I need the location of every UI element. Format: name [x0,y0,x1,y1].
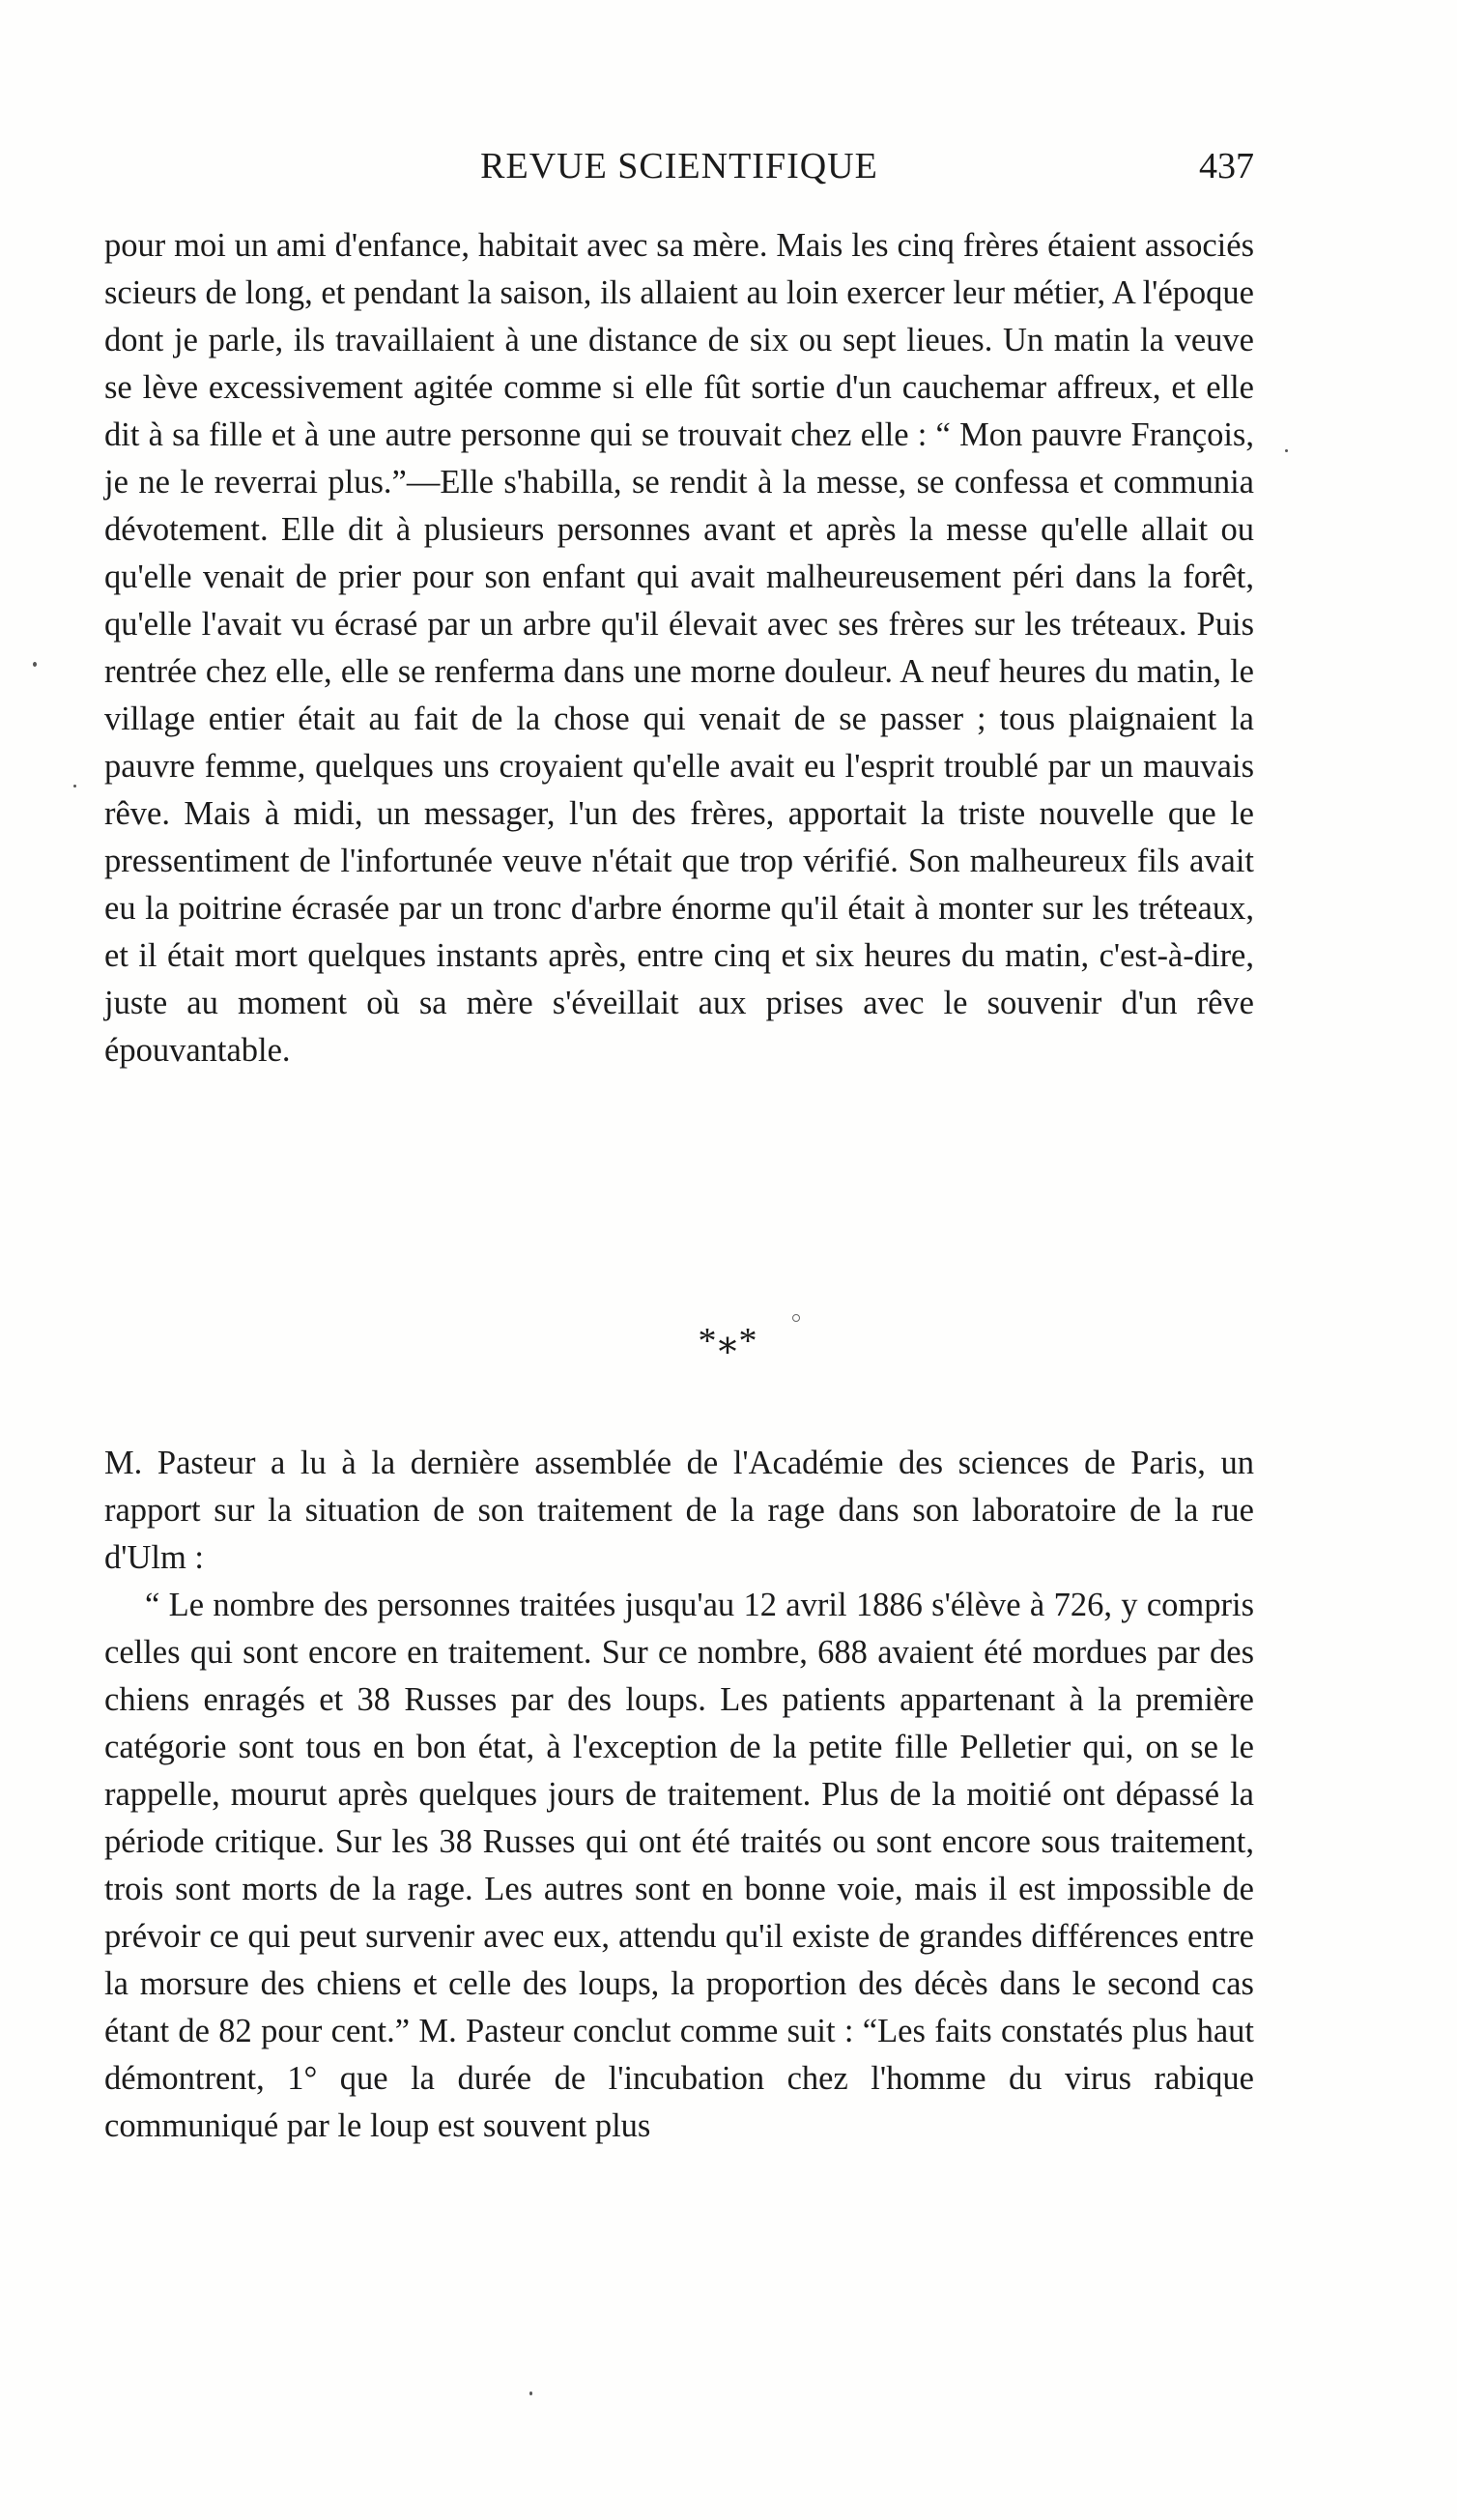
page-number: 437 [1199,146,1254,186]
paragraph-dream-story: pour moi un ami d'enfance, habitait avec sa mère. Mais les cinq frères étaient associés scieurs de long, et pendant la saison, ils allaient au loin exercer leur métier, A l'époque dont je parle, ils travaillaient à une distance de six ou sept lieues. Un matin la veuve se lève excessivement agitée comme si elle fût sortie d'un cauchemar affreux, et elle dit à sa fille et à une autre personne qui se trouvait chez elle : “ Mon pauvre François, je ne le reverrai plus.”—Elle s'habilla, se rendit à la messe, se confessa et communia dévotement. Elle dit à plusieurs personnes avant et après la messe qu'elle allait ou qu'elle venait de prier pour son enfant qui avait malheureusement péri dans la forêt, qu'elle l'avait vu écrasé par un arbre qu'il élevait avec ses frères sur les tréteaux. Puis rentrée chez elle, elle se renferma dans une morne douleur. A neuf heures du matin, le village entier était au fait de la chose qui venait de se passer ; tous plaignaient la pauvre femme, quelques uns croyaient qu'elle avait eu l'esprit troublé par un mauvais rêve. Mais à midi, un messager, l'un des frères, apportait la triste nouvelle que le pressentiment de l'infortunée veuve n'était que trop vérifié. Son malheureux fils avait eu la poitrine écrasée par un tronc d'arbre énorme qu'il était à monter sur les tréteaux, et il était mort quelques instants après, entre cinq et six heures du matin, c'est-à-dire, juste au moment où sa mère s'éveillait aux prises avec le souvenir d'un rêve épouvantable. [104,227,1254,1069]
text-block-bottom [104,1440,1254,2150]
scan-speck [792,1314,800,1322]
scan-speck [1285,449,1288,452]
paragraph-pasteur-report: “ Le nombre des personnes traitées jusqu'au 12 avril 1886 s'élève à 726, y compris celles qui sont encore en traitement. Sur ce nombre, 688 avaient été mordues par des chiens enragés et 38 Russes par des loups. Les patients appartenant à la première catégorie sont tous en bon état, à l'exception de la petite fille Pelletier qui, on se le rappelle, mourut après quelques jours de traitement. Plus de la moitié ont dépassé la période critique. Sur les 38 Russes qui ont été traités ou sont encore sous traitement, trois sont morts de la rage. Les autres sont en bonne voie, mais il est impossible de prévoir ce qui peut survenir avec eux, attendu qu'il existe de grandes différences entre la morsure des chiens et celle des loups, la proportion des décès dans le second cas étant de 82 pour cent.” M. Pasteur conclut comme suit : “Les faits constatés plus haut démontrent, 1° que la durée de l'incubation chez l'homme du virus rabique communiqué par le loup est souvent plus [104,1587,1254,2144]
page-header [104,145,1254,193]
running-title: REVUE SCIENTIFIQUE [480,146,878,186]
paragraph-pasteur-intro: M. Pasteur a lu à la dernière assemblée de l'Académie des sciences de Paris, un rapport sur la situation de son traitement de la rage dans son laboratoire de la rue d'Ulm : [104,1445,1254,1576]
scan-speck [73,785,76,788]
section-separator-asterism: *⁎* [698,1321,759,1361]
scan-speck [529,2391,532,2395]
text-block-top [104,222,1254,1074]
scan-speck [33,662,37,667]
